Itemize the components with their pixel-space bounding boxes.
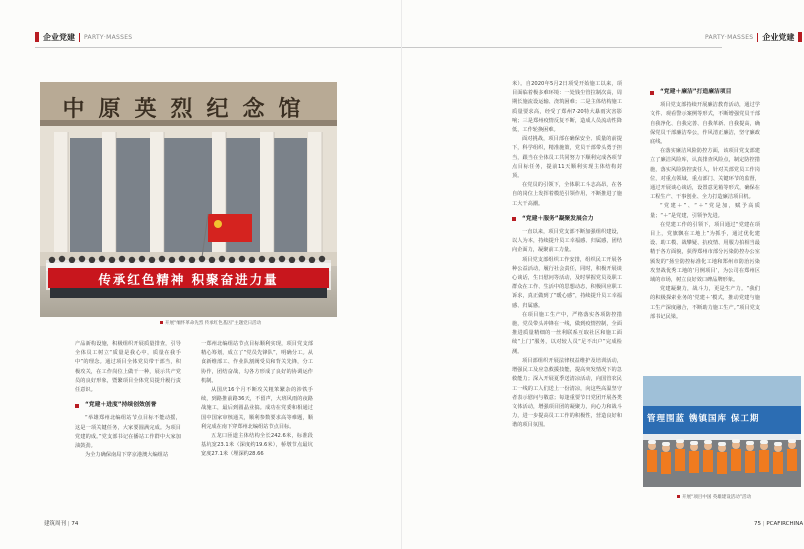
left-footer: 建筑周刊 | 74 bbox=[44, 521, 79, 527]
paragraph: 一郑州北编组站节点目标顺利实现，项目党支部精心筹划，成立了“党员先锋队”，明确分工。从食新维部工、作业队割阀受员和背关先锋，分工协作，团结奋战，勾各方形成了良好的协调运作机制。 bbox=[201, 341, 313, 384]
photo2-caption-text: 开展“项目中国 英雄建设活动”活动 bbox=[682, 495, 752, 500]
header-section: 企业党建 bbox=[43, 32, 75, 42]
subheading-service-text: “党建＋服务”凝聚发展合力 bbox=[522, 215, 594, 222]
paragraph: 项目部组织开展法律权益维护及培训活动，增强民工及应急救援技能，提高突发情况下的急救能力；深入开展夏季送清凉活动，向国管农民工一线的工人们送上一份清凉，向这些高温坚守者表示慰问与敬意；每逢重要节日党团开展各类文体活动，增强项目团的凝聚力，向心力和战斗力，进一步提高员工工作的积极性，营造良好和谐的项目氛围。 bbox=[512, 357, 622, 429]
subheading-marker bbox=[512, 217, 516, 221]
footer-magazine: 建筑周刊 bbox=[44, 521, 67, 527]
photo2-caption bbox=[677, 494, 801, 500]
right-footer: 75 | PCAFIRCHINA bbox=[754, 521, 804, 527]
subheading-integrity-text: “党建＋廉洁”打造廉洁项目 bbox=[660, 89, 732, 95]
header-section: 企业党建 bbox=[762, 32, 795, 42]
paragraph: 米）。自2020年5月2日项受开始施工以来，项目面临着极多难环境：一处钱尘管拉制次高，周期长施流设运输、浇筑困难；二是主体结构施工质量要求高，经受了郑州7·20特大暴雨灾害影响；三是郑州疫情反复不断，造成人员流动性降低，工作轮换困难。 bbox=[512, 81, 622, 134]
memorial-photo bbox=[40, 82, 337, 317]
right-column-1 bbox=[512, 80, 622, 500]
paragraph: 一直以来，项目党支部不断加强组织建设，以人为本，持续提升员工幸福感、归属感，团结向企面力，凝聚前工力量。 bbox=[512, 229, 622, 254]
construction-photo-art bbox=[643, 376, 801, 487]
subheading-integrity bbox=[650, 88, 760, 97]
paragraph: 党建凝聚力，战斗力，更是生产力。“我们的积极探索业务的‘党建＋’模式，推动党建与施工生产深度融合，不断助力施工生产。”项目党支部书记民梁。 bbox=[650, 286, 760, 320]
paragraph: 项目党支部持续开展廉洁教育活动，通过学文件、观看警示案例等形式，不断增强党员干部自我净化、自我完善、自我革新、自我提高，确保党员干部廉洁奉公，作风清正廉洁，坚守廉政底线。 bbox=[650, 102, 760, 146]
paragraph: 在项目施工生产中，严格落实各项防控措施，党员带头冲锋在一线，做到疫情控制，全面推进质量精细的一丝利联系互取社区和施工面续“上门”服务，以对较人员“足不出户”完成检测。 bbox=[512, 311, 622, 355]
paragraph: 在党员的引领下，全体职工斗志高昂，在各自的岗位上发挥着模范引领作用，不断推进了施工大干高潮。 bbox=[512, 182, 622, 207]
site-banner-text: 管理围蓝 镌镇国库 保工期 bbox=[647, 414, 760, 424]
paragraph: 在党建工作的引领下，项目通过“党建在项目上，党旗飘在工地上”为抓手，通过优化建设、助工模、战攀疑、抗疫情、用服力拍相当最精于各方面貌，获得郑州市部分污染防控办公室颁发的“扬尘防控标准化工地和郑州市防治污染攻坚战优秀工地的‘月例项目’，为公司在郑州区域的市场，树立良好效口碑品牌形象。 bbox=[650, 221, 760, 284]
paragraph: 产品新构设施，积极组织开展质量排查，引导全体员工树立“质量是我心中，质量在我手中”的理念。通过项目全体党员带干部当，积极攻关，在工作岗位上做干一种，展示共产党员的良好形象，暨繁项目全体党员提升履行责任意识。 bbox=[75, 341, 181, 394]
paragraph: 五龙口匝道主体结构全长242.6米，标准段基坑宽23.1米（深度约19.6米），桥墩节点最坑宽度27.1米（埋深约28.66 bbox=[201, 433, 313, 458]
photo1-caption-text: 开展“缅怀革命先烈 传承红色基因”主题党日活动 bbox=[165, 321, 262, 326]
left-column-2 bbox=[201, 340, 313, 520]
subheading-marker bbox=[650, 91, 654, 95]
header-rule bbox=[402, 47, 722, 48]
header-accent-bar bbox=[798, 32, 802, 42]
paragraph: 为全力确保南局下穿京港澳大编组站 bbox=[85, 452, 169, 459]
subheading-marker bbox=[75, 404, 79, 408]
right-page bbox=[402, 0, 804, 549]
footer-magazine: PCAFIRCHINA bbox=[766, 521, 804, 527]
header-section-en: PARTY·MASSES bbox=[705, 33, 754, 41]
subheading-progress-text: “党建＋进度”持续创效创誉 bbox=[85, 402, 157, 409]
header-section-en: PARTY·MASSES bbox=[84, 33, 133, 41]
paragraph: 面对挑战，项目部在确保安全、质量的前提下，科学组织，精准施策，党员干部带头勇于担当，跟当在全体员工共同努力下顺利完成各项节点目标任务，提前11天顺利实现主体结构封顶。 bbox=[512, 136, 622, 180]
photo-banner: 传承红色精神 积聚奋进力量 bbox=[98, 272, 279, 287]
left-column-1 bbox=[75, 340, 181, 520]
paragraph: 在落实廉洁风险防控方面，该项目党支部建立了廉洁风险库，认真排查风险点，制定防控措施，落实风险防控责任人，针对关部党员工作岗位，对重点领域、重点部门、关键环节的监督，通过开展谈心谈话，设置意见箱等形式，确保在工程生产、干事创业、全力打造廉洁项目机。 bbox=[650, 148, 760, 201]
footer-page-number: 74 bbox=[71, 521, 79, 527]
right-header bbox=[705, 30, 802, 44]
right-column-2 bbox=[650, 88, 760, 370]
building-sign: 中原英烈纪念馆 bbox=[62, 96, 315, 122]
paragraph: “党建＋”、“＋”党是加，赋予高质量；“＋”是党建，引领争先进。 bbox=[650, 203, 760, 219]
subheading-progress bbox=[75, 401, 181, 410]
footer-page-number: 75 bbox=[754, 521, 761, 527]
header-accent-bar bbox=[35, 32, 39, 42]
header-separator bbox=[79, 33, 80, 42]
photo1-caption bbox=[160, 320, 340, 326]
paragraph: 从国庆16个月不断攻关粗笨繁杂的涉铁手续，到路推前路36天，不留声，大班风雨的夜路战施工，最后到圆晶业搞。成功在党委和相通过国中国家审核通关，顺利参数要求高等难题，顺利完成在南下穿郑州北编组站节点目标。 bbox=[201, 387, 313, 430]
header-separator bbox=[757, 33, 758, 42]
construction-photo bbox=[643, 376, 801, 487]
subheading-service bbox=[512, 215, 622, 224]
caption-marker bbox=[160, 321, 163, 324]
paragraph: 项目党支部组织工作安排，组织民工开展各种公益活动，履行社会责任，同时，积极开展谈心谈话，生日慰问等活动，及时掌握党员及职工群众在工作、生活中的思想动态，积极回应职工诉求，真正做到了“暖心感”，持续提升员工幸福感、归属感。 bbox=[512, 256, 622, 309]
paragraph: “举雄郑州北编组站节点目标不能动摇，这是一项关键任务，大家要圆满完成。为项目党建的成。”党支部书记在播站工作群中大家加油鼓劲。 bbox=[75, 415, 181, 450]
caption-marker bbox=[677, 495, 680, 498]
header-rule bbox=[35, 47, 402, 48]
left-header bbox=[35, 30, 132, 44]
